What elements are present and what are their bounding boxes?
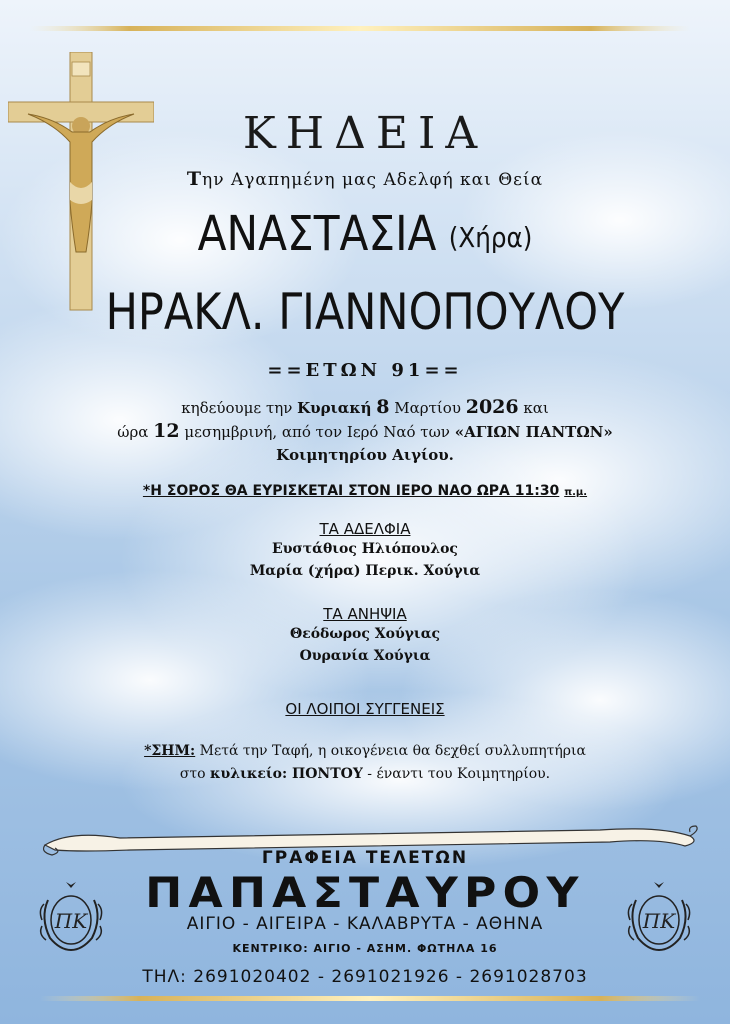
page-title: ΚΗΔΕΙΑ (242, 108, 488, 159)
other-relatives: ΟΙ ΛΟΙΠΟΙ ΣΥΓΓΕΝΕΙΣ (285, 700, 445, 718)
subtitle (0, 168, 730, 190)
age-line: ==ΕΤΩΝ 91== (267, 360, 463, 381)
sibling-name: Ευστάθιος Ηλιόπουλος (272, 541, 458, 557)
monogram-emblem-left-icon (36, 880, 106, 954)
monogram-left: ΠΚ (54, 909, 88, 933)
funeral-office-address: ΚΕΝΤΡΙΚΟ: ΑΙΓΙΟ - ΑΣΗΜ. ΦΩΤΗΛΑ 16 (232, 942, 498, 955)
condolence-note (0, 740, 730, 786)
note-venue: ΠΟΝΤΟΥ (287, 766, 363, 782)
note-line-1 (0, 740, 730, 763)
siblings-heading: ΤΑ ΑΔΕΛΦΙΑ (319, 520, 411, 538)
church-name: «ΑΓΙΩΝ ΠΑΝΤΩΝ» (454, 423, 613, 441)
monogram-right: ΠΚ (642, 909, 676, 933)
siblings-group (0, 520, 730, 582)
service-and: και (523, 399, 549, 417)
funeral-office-cities: ΑΙΓΙΟ - ΑΙΓΕΙΡΑ - ΚΑΛΑΒΡΥΤΑ - ΑΘΗΝΑ (186, 914, 544, 934)
monogram-emblem-right-icon (624, 880, 694, 954)
service-date: 8 (376, 396, 390, 418)
viewing-notice-suffix: π.μ. (564, 487, 588, 498)
subtitle-initial: Τ (186, 168, 203, 190)
note-line-2 (0, 763, 730, 786)
service-year: 2026 (465, 396, 519, 418)
note-label: *ΣΗΜ: (144, 743, 196, 759)
note-venue-label: κυλικείο: (210, 766, 288, 782)
top-gold-divider (30, 26, 690, 31)
service-month: Μαρτίου (394, 399, 461, 417)
subtitle-text: ην Αγαπημένη μας Αδελφή και Θεία (202, 170, 544, 190)
nephews-heading: ΤΑ ΑΝΗΨΙΑ (323, 605, 407, 623)
note-text: Μετά την Ταφή, η οικογένεια θα δεχθεί συλλυπητήρια (195, 743, 586, 759)
first-name: ΑΝΑΣΤΑΣΙΑ (197, 206, 437, 262)
note-venue-intro: στο (179, 766, 211, 782)
viewing-notice-text: *Η ΣΟΡΟΣ ΘΑ ΕΥΡΙΣΚΕΤΑΙ ΣΤΟΝ ΙΕΡΟ ΝΑΟ ΩΡΑ 11:30 (142, 483, 560, 499)
sibling-name: Μαρία (χήρα) Περικ. Χούγια (249, 563, 481, 579)
service-intro: κηδεύουμε την (181, 399, 298, 417)
funeral-office-phones: ΤΗΛ: 2691020402 - 2691021926 - 2691028703 (142, 967, 588, 987)
service-day: Κυριακή (297, 399, 372, 417)
deceased-last-name: ΗΡΑΚΛ. ΓΙΑΝΝΟΠΟΥΛΟΥ (105, 283, 625, 341)
service-paragraph (0, 396, 730, 467)
service-line-2 (0, 420, 730, 444)
service-place-intro: μεσημβρινή, από τον Ιερό Ναό των (179, 423, 455, 441)
nephew-name: Θεόδωρος Χούγιας (290, 626, 440, 642)
funeral-office-heading: ΓΡΑΦΕΙΑ ΤΕΛΕΤΩΝ (261, 848, 469, 868)
marital-status: (Χήρα) (448, 220, 533, 254)
viewing-notice (0, 483, 730, 499)
service-time-label: ώρα (117, 423, 154, 441)
nephews-group (0, 605, 730, 667)
deceased-first-name (44, 206, 686, 262)
service-line-1 (0, 396, 730, 420)
nephew-name: Ουρανία Χούγια (299, 648, 431, 664)
bottom-gold-divider (40, 996, 700, 1001)
service-hour: 12 (153, 420, 180, 442)
service-line-3: Κοιμητηρίου Αιγίου. (276, 446, 454, 464)
note-venue-location: - έναντι του Κοιμητηρίου. (362, 766, 551, 782)
funeral-office-brand: ΠΑΠΑΣΤΑΥΡΟΥ (145, 868, 585, 917)
